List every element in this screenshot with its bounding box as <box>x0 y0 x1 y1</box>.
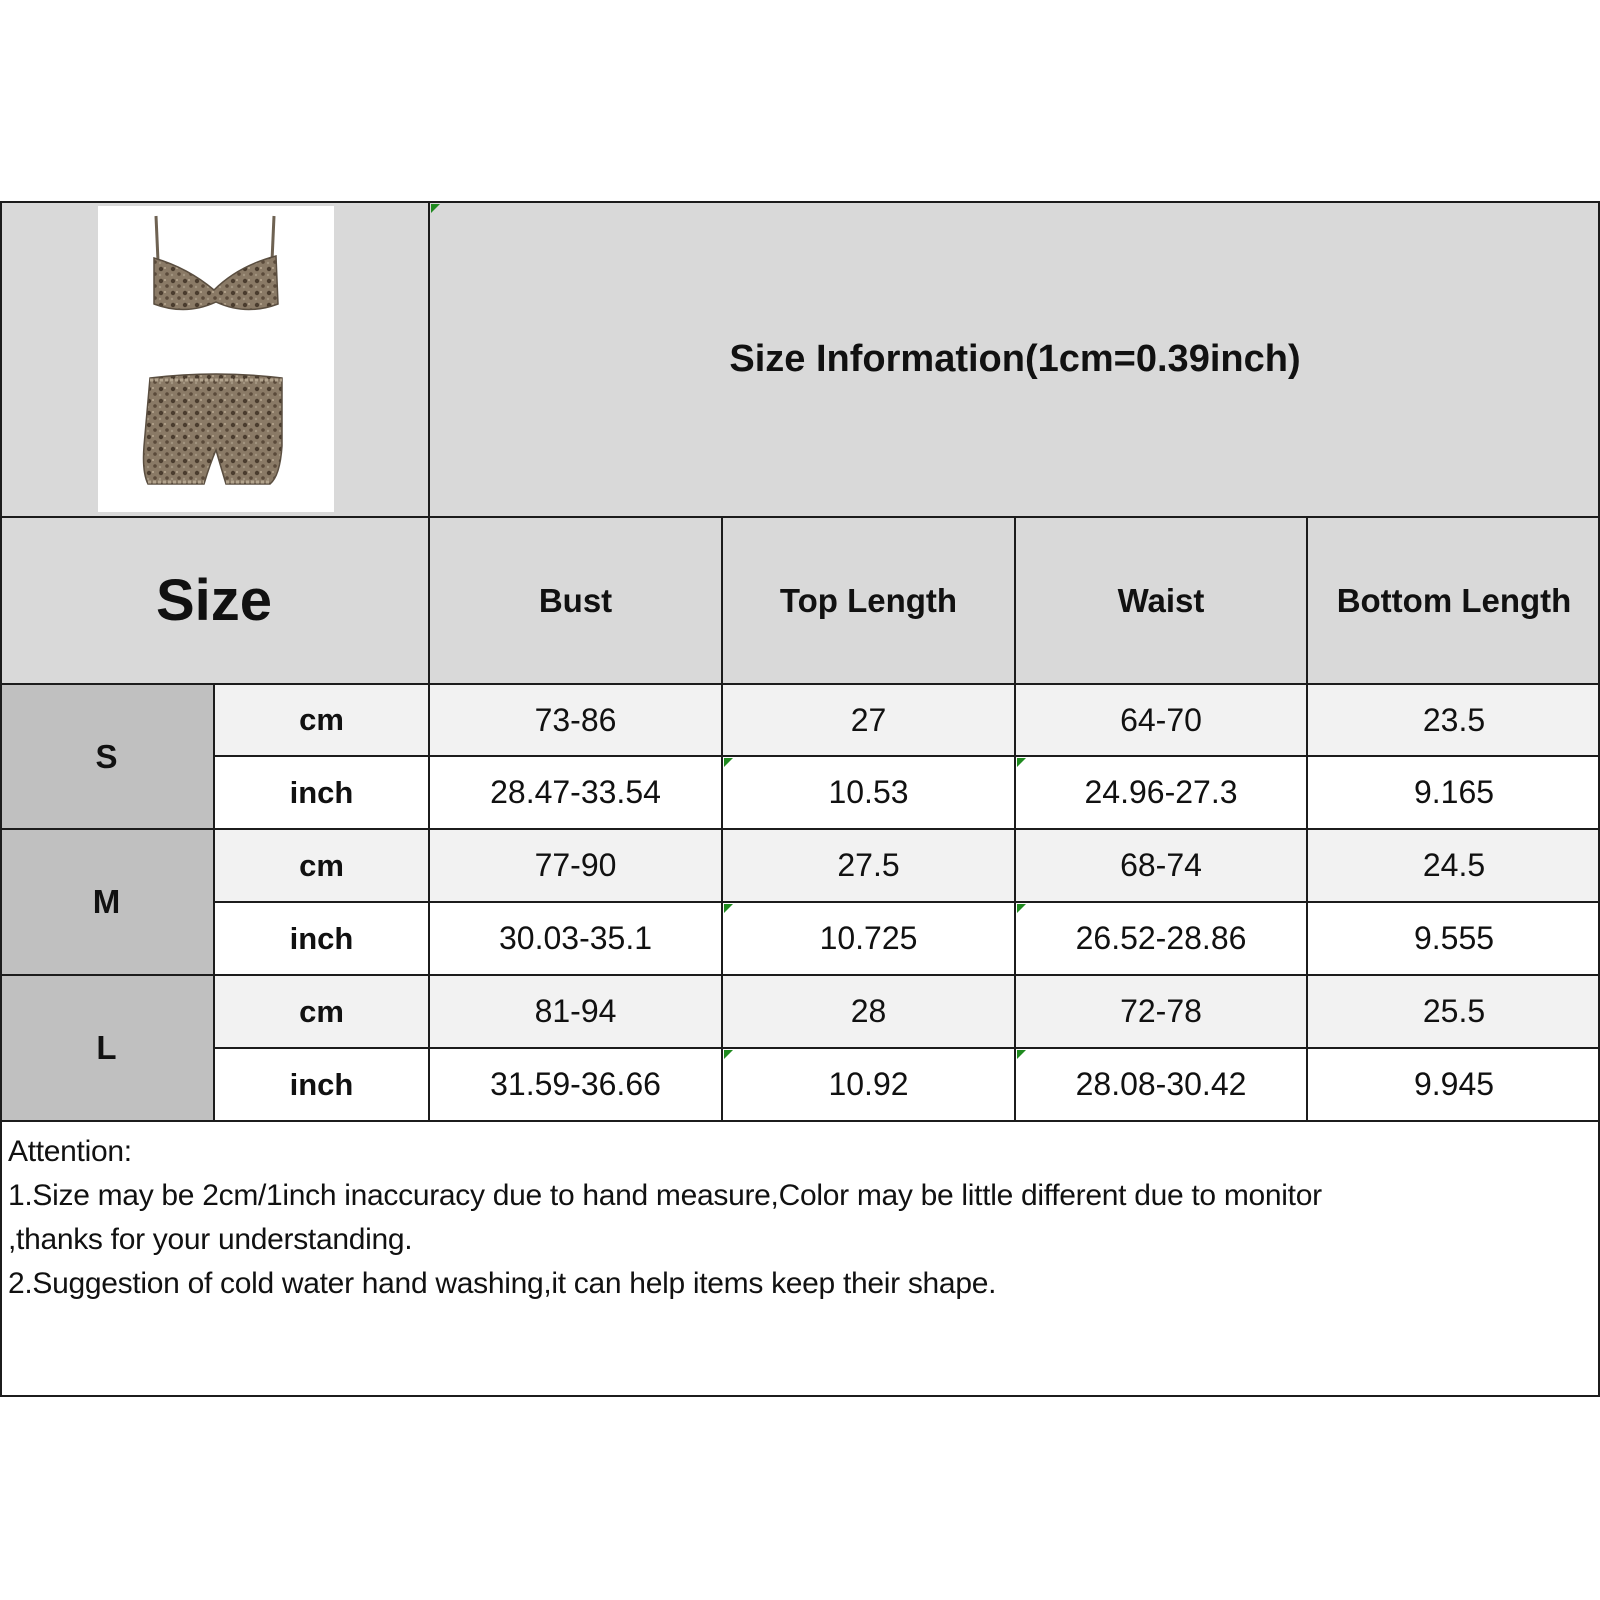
note-line: ,thanks for your understanding. <box>8 1223 413 1256</box>
cell-comment-mark <box>724 904 733 913</box>
table-cell: 73-86 <box>430 685 721 755</box>
table-cell: 27.5 <box>723 830 1014 901</box>
attention-notes <box>8 1130 1588 1306</box>
unit-inch: inch <box>215 757 428 828</box>
table-cell: 23.5 <box>1308 685 1600 755</box>
table-cell: 10.725 <box>723 903 1014 974</box>
unit-cm: cm <box>215 685 428 755</box>
column-header-waist: Waist <box>1016 518 1306 683</box>
table-cell: 27 <box>723 685 1014 755</box>
size-label-s: S <box>0 685 213 828</box>
table-cell: 81-94 <box>430 976 721 1047</box>
grid-line <box>1306 516 1308 1122</box>
note-line: 2.Suggestion of cold water hand washing,it can help items keep their shape. <box>8 1267 997 1300</box>
size-header: Size <box>0 518 428 683</box>
table-cell: 28.08-30.42 <box>1016 1049 1306 1120</box>
column-header-bust: Bust <box>430 518 721 683</box>
product-image-cell <box>0 203 428 516</box>
table-cell: 24.96-27.3 <box>1016 757 1306 828</box>
table-cell: 9.555 <box>1308 903 1600 974</box>
grid-line <box>1014 516 1016 1122</box>
size-label-m: M <box>0 830 213 974</box>
grid-line <box>0 1120 1600 1122</box>
grid-line <box>0 1395 1600 1397</box>
cell-comment-mark <box>1017 758 1026 767</box>
unit-inch: inch <box>215 903 428 974</box>
table-cell: 31.59-36.66 <box>430 1049 721 1120</box>
table-cell: 26.52-28.86 <box>1016 903 1306 974</box>
table-cell: 9.165 <box>1308 757 1600 828</box>
cell-comment-mark <box>1017 904 1026 913</box>
grid-line <box>0 516 1600 518</box>
table-cell: 30.03-35.1 <box>430 903 721 974</box>
table-cell: 10.92 <box>723 1049 1014 1120</box>
cell-comment-mark <box>1017 1050 1026 1059</box>
grid-line <box>213 1047 1600 1049</box>
unit-inch: inch <box>215 1049 428 1120</box>
cell-comment-mark <box>724 758 733 767</box>
table-cell: 10.53 <box>723 757 1014 828</box>
size-label-l: L <box>0 976 213 1120</box>
table-cell: 28 <box>723 976 1014 1047</box>
grid-line <box>428 201 430 1122</box>
size-info-title: Size Information(1cm=0.39inch) <box>430 203 1600 516</box>
unit-cm: cm <box>215 976 428 1047</box>
grid-line <box>0 201 1600 203</box>
table-cell: 72-78 <box>1016 976 1306 1047</box>
table-cell: 9.945 <box>1308 1049 1600 1120</box>
unit-cm: cm <box>215 830 428 901</box>
column-header-top-length: Top Length <box>723 518 1014 683</box>
cell-comment-mark <box>431 204 440 213</box>
grid-line <box>213 683 215 1122</box>
table-cell: 77-90 <box>430 830 721 901</box>
grid-line <box>0 828 1600 830</box>
grid-line <box>0 683 1600 685</box>
table-cell: 28.47-33.54 <box>430 757 721 828</box>
grid-line <box>213 755 1600 757</box>
product-photo <box>98 206 334 512</box>
column-header-bottom-length: Bottom Length <box>1308 518 1600 683</box>
notes-heading: Attention: <box>8 1135 132 1168</box>
table-cell: 24.5 <box>1308 830 1600 901</box>
grid-line <box>0 201 2 1397</box>
table-cell: 68-74 <box>1016 830 1306 901</box>
cell-comment-mark <box>724 1050 733 1059</box>
grid-line <box>0 974 1600 976</box>
table-cell: 25.5 <box>1308 976 1600 1047</box>
bikini-set-icon <box>98 206 334 512</box>
table-cell: 64-70 <box>1016 685 1306 755</box>
note-line: 1.Size may be 2cm/1inch inaccuracy due to hand measure,Color may be little different due to monitor <box>8 1179 1322 1212</box>
grid-line <box>213 901 1600 903</box>
grid-line <box>721 516 723 1122</box>
